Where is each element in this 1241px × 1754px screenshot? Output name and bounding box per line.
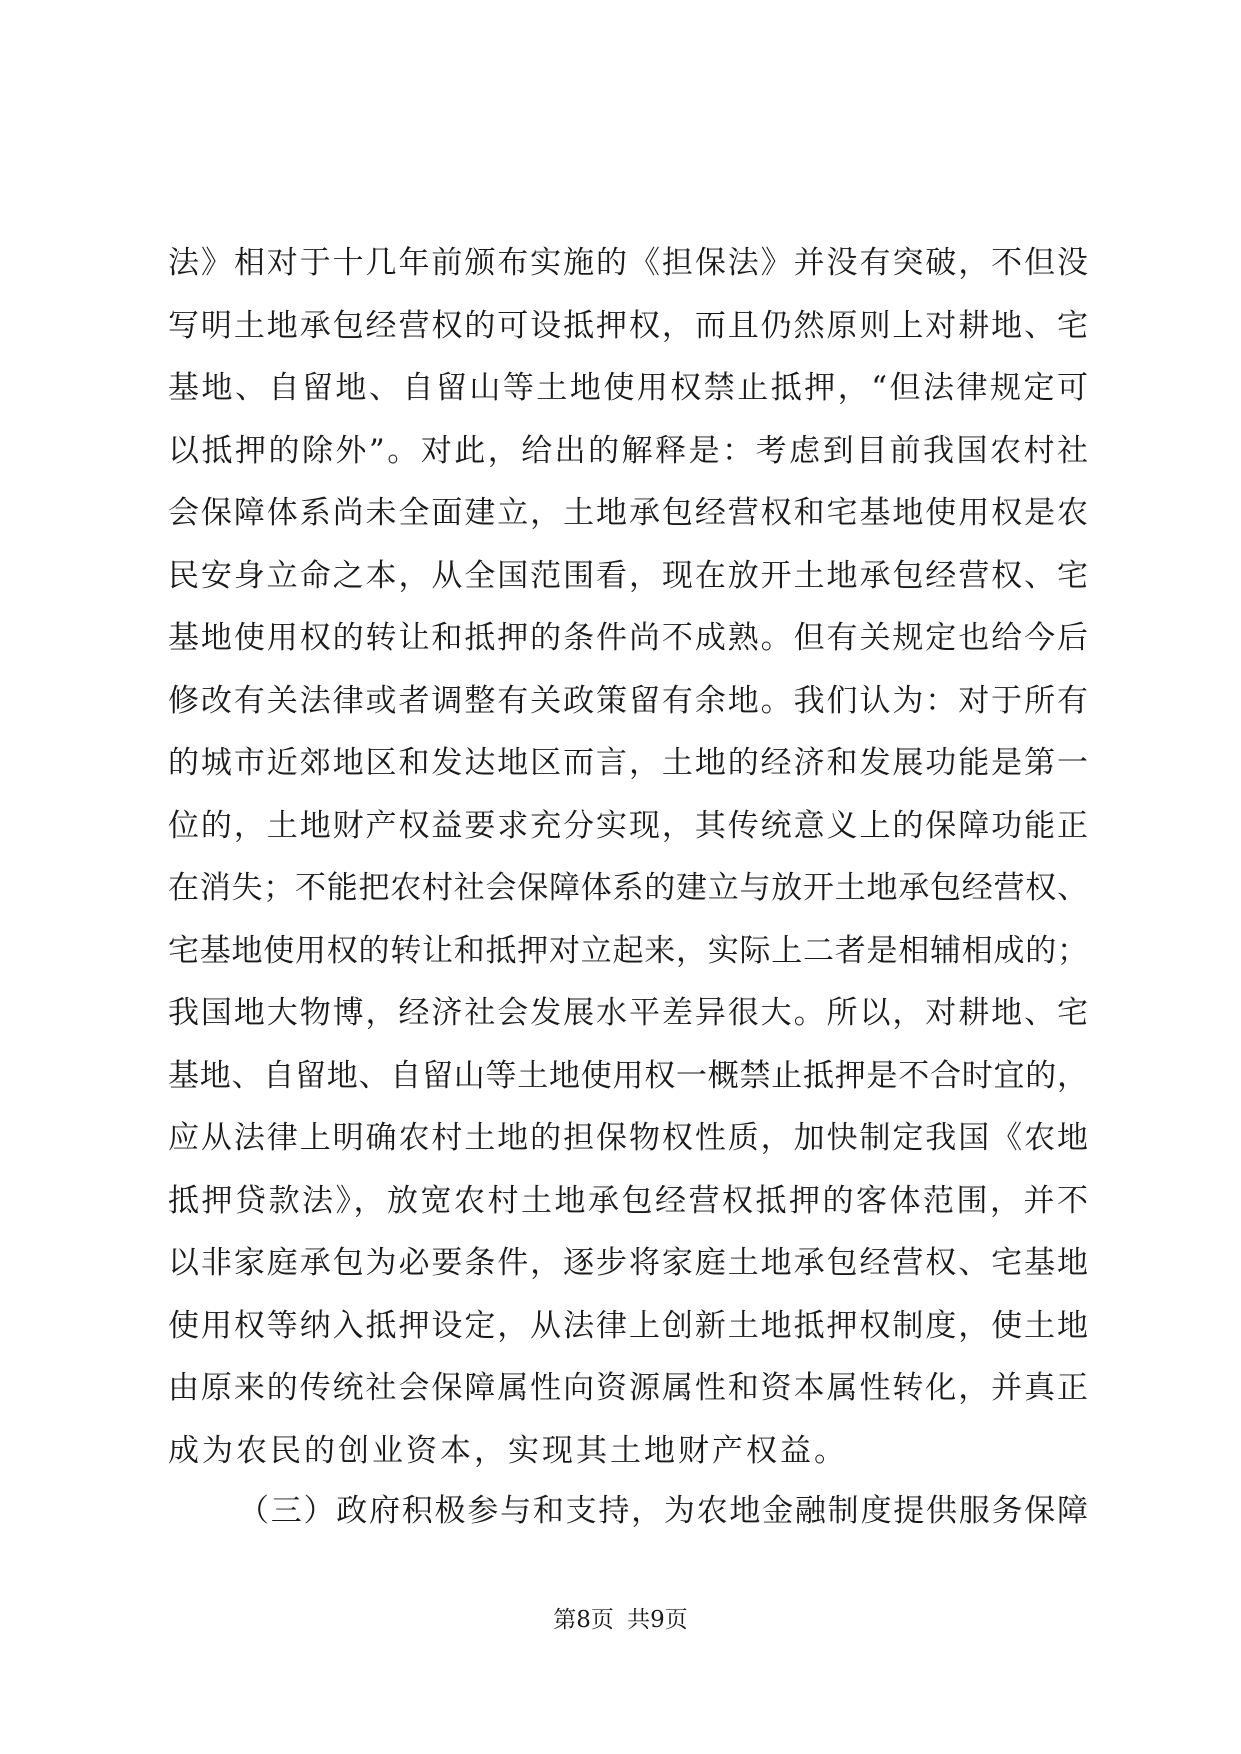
text-line: 修改有关法律或者调整有关政策留有余地。我们认为：对于所有 — [168, 682, 1088, 719]
text-line: 以非家庭承包为必要条件，逐步将家庭土地承包经营权、宅基地 — [168, 1245, 1088, 1281]
text-line: 会保障体系尚未全面建立，土地承包经营权和宅基地使用权是农 — [168, 495, 1088, 531]
text-line: 基地、自留地、自留山等土地使用权禁止抵押，“但法律规定可 — [168, 370, 1088, 406]
text-line: 由原来的传统社会保障属性向资源属性和资本属性转化，并真正 — [168, 1370, 1088, 1406]
text-line: 在消失；不能把农村社会保障体系的建立与放开土地承包经营权、 — [168, 870, 1088, 906]
section-heading: （三）政府积极参与和支持，为农地金融制度提供服务保障 — [238, 1493, 1088, 1529]
text-line: 基地、自留地、自留山等土地使用权一概禁止抵押是不合时宜的， — [168, 1057, 1088, 1094]
text-line: 成为农民的创业资本，实现其土地财产权益。 — [168, 1432, 848, 1469]
body-paragraph — [168, 232, 1088, 1482]
text-line: 以抵押的除外”。对此，给出的解释是：考虑到目前我国农村社 — [168, 432, 1088, 469]
text-line: 民安身立命之本，从全国范围看，现在放开土地承包经营权、宅 — [168, 557, 1088, 594]
text-line: 使用权等纳入抵押设定，从法律上创新土地抵押权制度，使土地 — [168, 1307, 1088, 1344]
text-line: 抵押贷款法》，放宽农村土地承包经营权抵押的客体范围，并不 — [168, 1182, 1088, 1219]
text-line: 法》相对于十几年前颁布实施的《担保法》并没有突破，不但没 — [168, 245, 1088, 281]
text-line: 宅基地使用权的转让和抵押对立起来，实际上二者是相辅相成的； — [168, 932, 1088, 969]
text-line: 写明土地承包经营权的可设抵押权，而且仍然原则上对耕地、宅 — [168, 307, 1088, 344]
text-line: 位的，土地财产权益要求充分实现，其传统意义上的保障功能正 — [168, 807, 1088, 844]
page-footer — [0, 1605, 1241, 1635]
text-line: 应从法律上明确农村土地的担保物权性质，加快制定我国《农地 — [168, 1120, 1088, 1156]
text-line: 我国地大物博，经济社会发展水平差异很大。所以，对耕地、宅 — [168, 995, 1088, 1031]
page-number: 第8页 — [553, 1607, 614, 1633]
text-line: 基地使用权的转让和抵押的条件尚不成熟。但有关规定也给今后 — [168, 620, 1088, 656]
page-total: 共9页 — [627, 1607, 688, 1633]
text-line: 的城市近郊地区和发达地区而言，土地的经济和发展功能是第一 — [168, 745, 1088, 781]
